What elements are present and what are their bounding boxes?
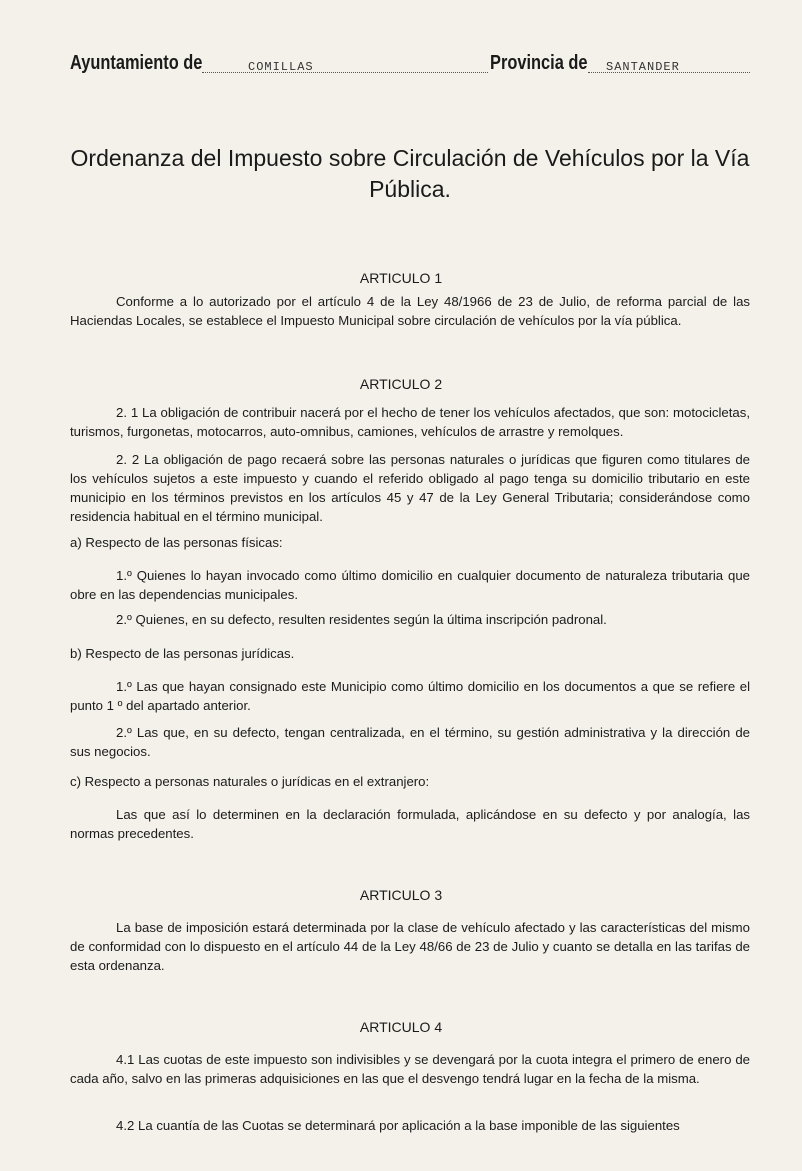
provincia-value: SANTANDER <box>606 60 680 74</box>
articulo-4-2-paragraph: 4.2 La cuantía de las Cuotas se determinará por aplicación a la base imponible de las siguientes <box>116 1118 680 1133</box>
articulo-1-paragraph: Conforme a lo autorizado por el artículo 4 de la Ley 48/1966 de 23 de Julio, de reforma parcial de las Haciendas Locales, se establece el Impuesto Municipal sobre circulación de vehículos por la vía pública. <box>70 294 750 328</box>
articulo-2-2-paragraph: 2. 2 La obligación de pago recaerá sobre las personas naturales o jurídicas que figuren como titulares de los vehículos sujetos a este impuesto y cuando el referido obligado al pago tenga su domicilio tributario en este municipio en los términos previstos en los artículos 45 y 47 de la Ley General Tributaria; considerándose como residencia habitual en el término municipal. <box>70 452 750 524</box>
provincia-label: Provincia de <box>490 52 588 74</box>
articulo-2-1-paragraph: 2. 1 La obligación de contribuir nacerá por el hecho de tener los vehículos afectados, que son: motocicletas, turismos, furgonetas, motocarros, auto-omnibus, camiones, vehículos de arrastre y remolques. <box>70 405 750 439</box>
apartado-b-label: b) Respecto de las personas jurídicas. <box>70 646 295 661</box>
apartado-a-2-paragraph: 2.º Quienes, en su defecto, resulten residentes según la última inscripción padronal. <box>116 612 607 627</box>
articulo-2-heading: ARTICULO 2 <box>359 376 443 392</box>
apartado-c-paragraph: Las que así lo determinen en la declaración formulada, aplicándose en su defecto y por analogía, las normas precedentes. <box>70 807 750 841</box>
apartado-a-label: a) Respecto de las personas físicas: <box>70 535 283 550</box>
document-title: Ordenanza del Impuesto sobre Circulación de Vehículos por la Vía Pública. <box>70 145 750 202</box>
articulo-4-1-paragraph: 4.1 Las cuotas de este impuesto son indivisibles y se devengará por la cuota integra el primero de enero de cada año, salvo en las primeras adquisiciones en las que el desvengo tendrá lugar en la fecha de la misma. <box>70 1052 750 1086</box>
apartado-b-1-paragraph: 1.º Las que hayan consignado este Municipio como último domicilio en los documentos a que se refiere el punto 1 º del apartado anterior. <box>70 679 750 713</box>
apartado-c-label: c) Respecto a personas naturales o jurídicas en el extranjero: <box>70 774 430 789</box>
ayuntamiento-label: Ayuntamiento de <box>70 52 203 74</box>
articulo-3-heading: ARTICULO 3 <box>359 887 443 903</box>
apartado-a-1-paragraph: 1.º Quienes lo hayan invocado como último domicilio en cualquier documento de naturaleza tributaria que obre en las dependencias municipales. <box>70 568 750 602</box>
articulo-4-heading: ARTICULO 4 <box>359 1019 443 1035</box>
ayuntamiento-dotted-line <box>202 72 488 73</box>
articulo-1-heading: ARTICULO 1 <box>359 270 443 286</box>
document-header <box>70 52 750 78</box>
apartado-b-2-paragraph: 2.º Las que, en su defecto, tengan centralizada, en el término, su gestión administrativa y la dirección de sus negocios. <box>70 725 750 759</box>
articulo-3-paragraph: La base de imposición estará determinada por la clase de vehículo afectado y las características del mismo de conformidad con lo dispuesto en el artículo 44 de la Ley 48/66 de 23 de Julio y cuanto se detalla en las tarifas de esta ordenanza. <box>70 920 750 973</box>
ayuntamiento-value: COMILLAS <box>248 60 314 74</box>
